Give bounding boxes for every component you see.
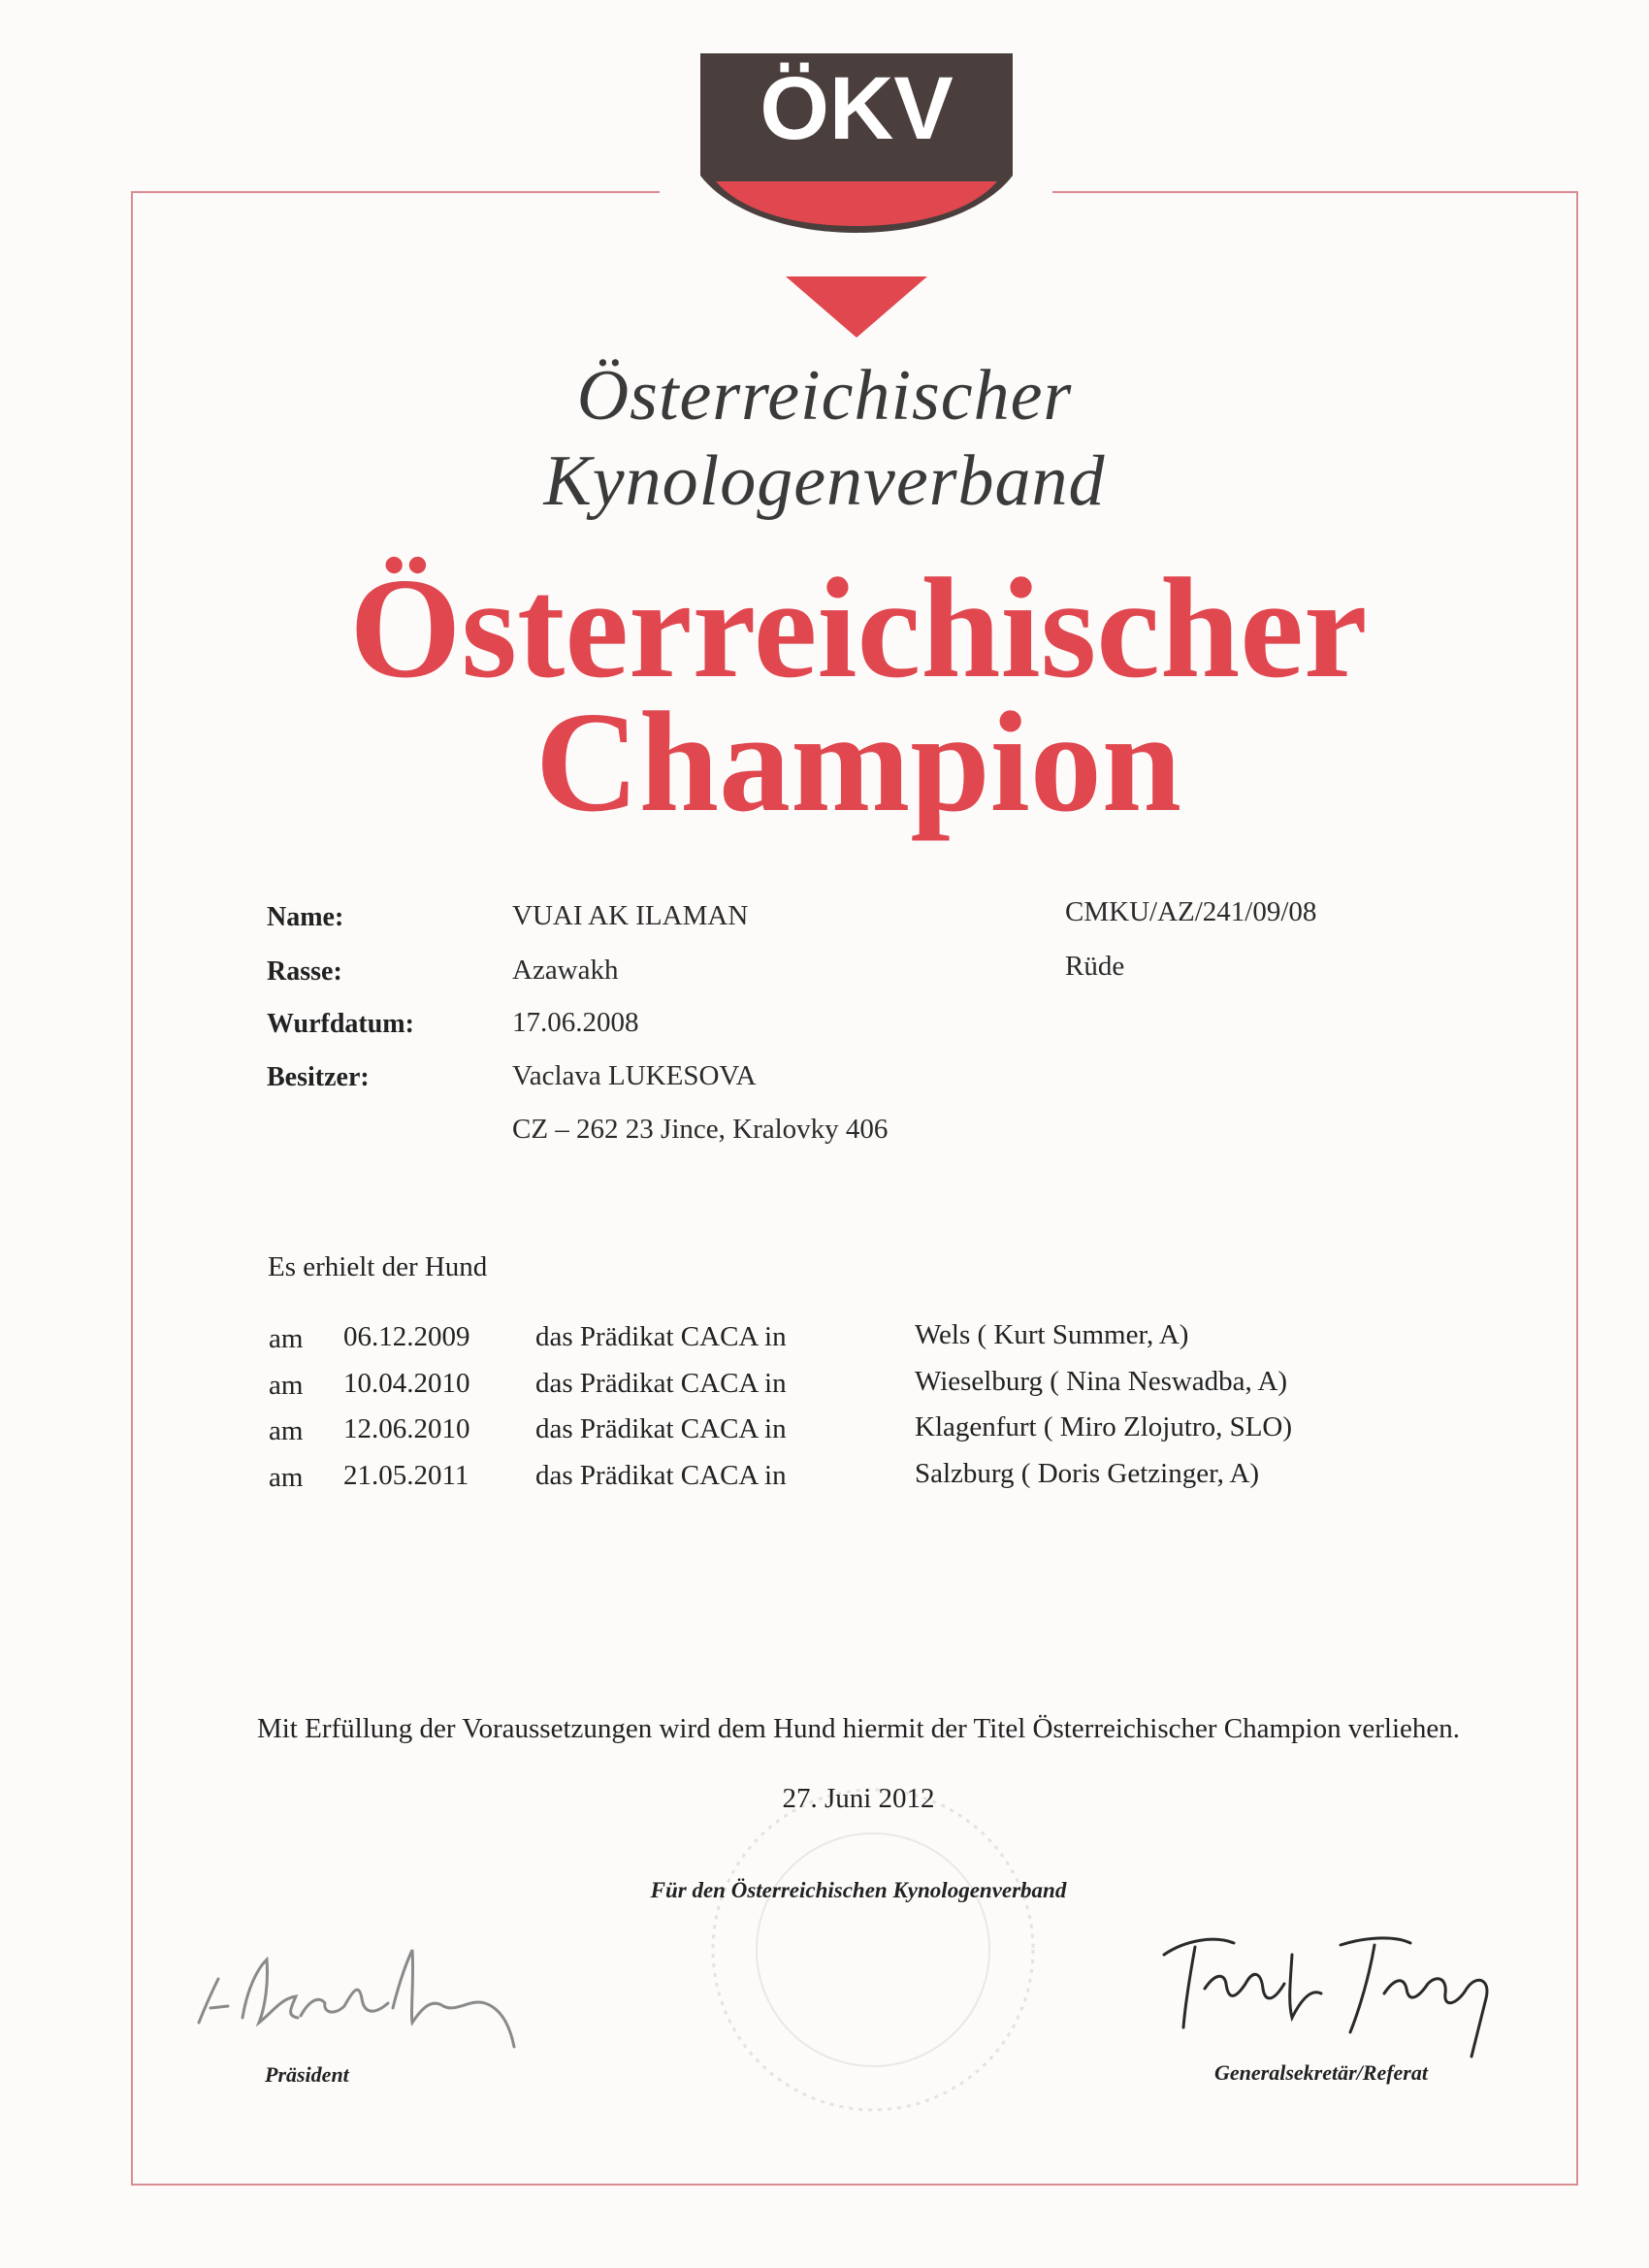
dog-name: VUAI AK ILAMAN [512,900,749,931]
secretary-role-label: Generalsekretär/Referat [1214,2060,1428,2085]
okv-logo [696,53,1017,344]
registration-number: CMKU/AZ/241/09/08 [1065,896,1317,927]
birth-date-value: 17.06.2008 [512,1007,639,1038]
owner-address: CZ – 262 23 Jince, Kralovky 406 [512,1114,889,1145]
birth-date-label: Wurfdatum: [267,1009,414,1039]
award-am: am [269,1323,304,1354]
closing-statement: Mit Erfüllung der Voraussetzungen wird dem Hund hiermit der Titel Österreichischer Champion verliehen. [256,1713,1461,1744]
award-predicate: das Prädikat CACA in [535,1460,787,1491]
award-date: 10.04.2010 [343,1368,470,1399]
award-place: Klagenfurt ( Miro Zlojutro, SLO) [915,1411,1293,1442]
org-name-line2: Kynologenverband [543,441,1106,521]
embossed-seal [698,1775,1048,2124]
award-am: am [269,1415,304,1446]
breed-label: Rasse: [267,956,342,987]
logo-text: ÖKV [760,59,954,158]
org-name-line1: Österreichischer [576,356,1073,436]
award-predicate: das Prädikat CACA in [535,1413,787,1444]
certificate-title-line2: Champion [534,683,1182,842]
owner-label: Besitzer: [267,1062,370,1092]
award-am: am [269,1462,304,1493]
award-place: Wieselburg ( Nina Neswadba, A) [915,1366,1288,1397]
award-date: 21.05.2011 [343,1460,469,1491]
award-predicate: das Prädikat CACA in [535,1321,787,1352]
president-signature [189,1930,538,2066]
issue-date: 27. Juni 2012 [782,1783,935,1814]
certificate-title-line1: Österreichischer [349,549,1368,708]
name-label: Name: [267,902,344,932]
award-predicate: das Prädikat CACA in [535,1368,787,1399]
owner-name: Vaclava LUKESOVA [512,1060,757,1091]
president-role-label: Präsident [265,2062,349,2087]
breed-value: Azawakh [512,955,619,986]
award-place: Salzburg ( Doris Getzinger, A) [915,1458,1260,1489]
awards-intro: Es erhielt der Hund [268,1251,488,1282]
secretary-signature [1156,1916,1505,2061]
sex-value: Rüde [1065,951,1125,982]
award-date: 12.06.2010 [343,1413,470,1444]
award-date: 06.12.2009 [343,1321,470,1352]
award-am: am [269,1370,304,1401]
signature-caption: Für den Österreichischen Kynologenverband [650,1878,1067,1902]
award-place: Wels ( Kurt Summer, A) [915,1319,1189,1350]
